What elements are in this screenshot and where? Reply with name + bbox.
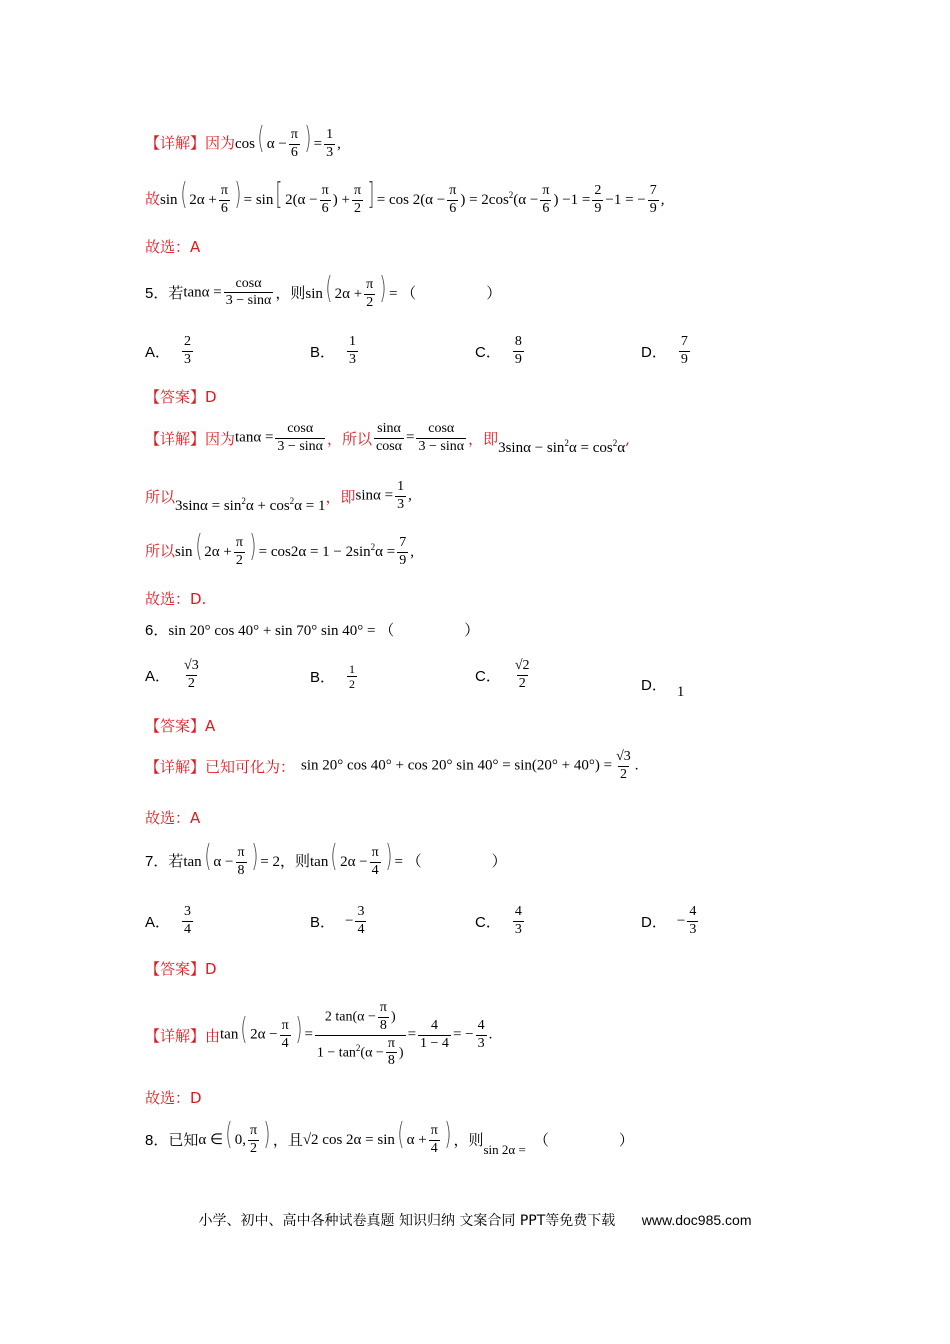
option-num: 7 xyxy=(680,334,688,349)
option-letter: D． xyxy=(641,343,667,361)
option-letter: A． xyxy=(145,343,171,361)
answer-label: 【答案】A xyxy=(145,717,216,735)
stem-text: ，则 xyxy=(275,284,306,303)
q6-option-d[interactable] xyxy=(641,668,684,701)
so-label: 故 xyxy=(145,190,161,209)
q6-answer xyxy=(145,715,215,736)
stem-text: 若 xyxy=(168,852,184,871)
option-den: 3 xyxy=(184,351,192,367)
option-letter: C． xyxy=(475,343,501,361)
q7-answer xyxy=(145,958,217,979)
q5-detail-line1: 【详解】因为 tanα = $\frac{\cos\alpha}{3 - \sin\alpha}$ ，所以 $\frac{\sin\alpha}{\cos\alpha}$ = $\frac{\cos\alpha}{3 - \sin\alpha}$ ，即 $3\sin\alpha - \sin^2\alpha = \cos^2\alpha$ , xyxy=(145,421,630,456)
math-expression: sin( 2α + $\frac{\pi}{2}$ ) = $\cos 2\alpha = 1 - 2\sin^2\alpha$ = $\frac{7}{9}$ , xyxy=(175,529,414,569)
math-expression: $3\sin\alpha - \sin^2\alpha = \cos^2\alpha$ xyxy=(498,438,626,456)
q7-option-c[interactable]: C． $\frac{4}{3}$ xyxy=(475,904,522,937)
q4-answer xyxy=(145,236,200,257)
connector-text: 所以 xyxy=(145,542,176,561)
math-expression: cos( α − $\frac{\pi}{6}$ ) = $\frac{1}{3}$ , xyxy=(235,121,341,161)
q6-stem xyxy=(145,619,479,640)
option-letter: B． xyxy=(310,343,336,361)
math-expression: sin( 2α + $\frac{\pi}{2}$ ) = （ ） xyxy=(305,271,502,311)
page-footer xyxy=(0,1210,950,1230)
q6-final xyxy=(145,807,200,828)
option-letter: B． xyxy=(310,913,336,931)
detail-label: 【详解】已知可化为： xyxy=(145,757,296,776)
q4-detail-line xyxy=(145,121,341,162)
q5-final xyxy=(145,588,206,609)
option-den: 9 xyxy=(680,351,688,367)
q5-detail-line2 xyxy=(145,478,412,515)
math-expression: $3\sin\alpha = \sin^2\alpha + \cos^2\alpha = 1$ xyxy=(175,496,326,514)
answer-text: 故选：D xyxy=(145,1089,202,1107)
math-expression: √2 cos 2α = sin( α + $\frac{\pi}{4}$ ) xyxy=(302,1117,452,1157)
option-den: 9 xyxy=(514,351,522,367)
answer-text: 故选：A xyxy=(145,809,201,827)
math-expression: tanα = $\frac{\cos\alpha}{3 - \sin\alpha}$ xyxy=(183,275,272,309)
q6-option-b[interactable]: B． $\frac{1}{2}$ xyxy=(310,662,356,692)
footer-url[interactable]: www.doc985.com xyxy=(641,1212,752,1228)
math-expression: tan( 2α − $\frac{\pi}{4}$ ) = 2 tan(α − $\frac{\pi}{8}$ ) $1 - \tan^2(\alpha$ − $\frac{\pi}{8}$ ) = $\frac{4}{1 - 4}$ = − $\frac{4}{3}$ . xyxy=(220,1000,493,1069)
detail-label: 【详解】由 xyxy=(145,1026,221,1045)
connector-text: ，所以 xyxy=(327,430,373,448)
option-letter: D． xyxy=(641,677,667,694)
math-expression: sin( 2α + $\frac{\pi}{6}$ ) = sin[ 2(α − $\frac{\pi}{6}$ ) + $\frac{\pi}{2}$ ] = cos 2(α − $\frac{\pi}{6}$ ) = $2\cos^2(\alpha$ − $\frac{\pi}{6}$ ) −1 = $\frac{2}{9}$ −1 = − $\frac{7}{9}$ , xyxy=(160,177,665,217)
q4-derivation-line xyxy=(145,177,665,218)
question-number: 6． xyxy=(145,622,169,639)
q7-option-a[interactable]: A． $\frac{3}{4}$ xyxy=(145,904,192,937)
q5-answer xyxy=(145,386,217,407)
math-expression: sinα = $\frac{1}{3}$ , xyxy=(355,479,412,512)
answer-label: 【答案】D xyxy=(145,388,217,406)
q6-detail xyxy=(145,749,639,784)
stem-text: ，则 xyxy=(453,1130,484,1149)
connector-text: ，即 xyxy=(468,430,499,448)
option-value: 1 xyxy=(676,684,685,700)
question-number: 5． xyxy=(145,285,169,303)
math-expression: tanα = $\frac{\cos\alpha}{3 - \sin\alpha}$ xyxy=(235,421,323,454)
option-den: 3 xyxy=(349,351,357,367)
math-expression: α ∈( 0, $\frac{\pi}{2}$ ) xyxy=(198,1117,271,1157)
q5-option-a[interactable] xyxy=(145,334,195,369)
option-letter: C． xyxy=(475,667,501,685)
q7-detail xyxy=(145,1000,492,1070)
answer-text: 故选：A xyxy=(145,238,201,256)
q5-option-c[interactable] xyxy=(475,334,526,369)
q7-option-b[interactable]: B． − $\frac{3}{4}$ xyxy=(310,904,365,937)
detail-label: 【详解】因为 xyxy=(145,134,236,153)
math-expression: sin 2α = xyxy=(483,1142,526,1157)
option-letter: D． xyxy=(641,913,667,931)
connector-text: ，即 xyxy=(325,488,356,506)
option-num: 2 xyxy=(184,334,192,349)
q5-option-b[interactable] xyxy=(310,334,360,369)
q5-option-d[interactable] xyxy=(641,334,692,369)
q8-stem xyxy=(145,1117,634,1158)
q6-option-a[interactable]: A． $\frac{√3}{2}$ xyxy=(145,658,199,691)
answer-label: 【答案】D xyxy=(145,960,217,978)
stem-text: 若 xyxy=(168,284,184,303)
q7-option-d[interactable]: D． − $\frac{4}{3}$ xyxy=(641,904,697,937)
option-num: 1 xyxy=(349,334,357,349)
connector-text: 所以 xyxy=(145,488,176,506)
q7-final xyxy=(145,1087,202,1108)
option-letter: A． xyxy=(145,667,171,685)
option-num: 8 xyxy=(514,334,522,349)
footer-text: 小学、初中、高中各种试卷真题 知识归纳 文案合同 PPT等免费下载 xyxy=(198,1213,616,1229)
stem-text: ，且 xyxy=(272,1130,303,1149)
stem-text: ，则 xyxy=(280,852,311,871)
stem-text: 已知 xyxy=(168,1130,199,1149)
q6-option-c[interactable]: C． $\frac{√2}{2}$ xyxy=(475,658,530,691)
math-expression: sin 20° cos 40° + sin 70° sin 40° = （ ） xyxy=(168,623,480,639)
blank-parens: （ ） xyxy=(533,1132,634,1149)
math-expression: tan( 2α − $\frac{\pi}{4}$ ) = （ ） xyxy=(310,839,507,879)
q7-stem xyxy=(145,839,507,880)
option-letter: A． xyxy=(145,913,171,931)
option-letter: B． xyxy=(310,669,336,687)
question-number: 7． xyxy=(145,853,169,871)
detail-label: 【详解】因为 xyxy=(145,430,236,448)
q5-stem xyxy=(145,271,502,312)
question-number: 8． xyxy=(145,1131,169,1149)
answer-text: 故选：D. xyxy=(145,590,207,608)
q5-detail-line3 xyxy=(145,529,414,570)
math-expression: tan( α − $\frac{\pi}{8}$ ) = 2 xyxy=(183,839,280,879)
math-expression: sin 20° cos 40° + cos 20° sin 40° = sin(20° + 40°) = $\frac{√3}{2}$ . xyxy=(301,749,639,782)
option-letter: C． xyxy=(475,913,501,931)
math-expression: $\frac{\sin\alpha}{\cos\alpha}$ = $\frac{\cos\alpha}{3 - \sin\alpha}$ xyxy=(376,421,465,454)
